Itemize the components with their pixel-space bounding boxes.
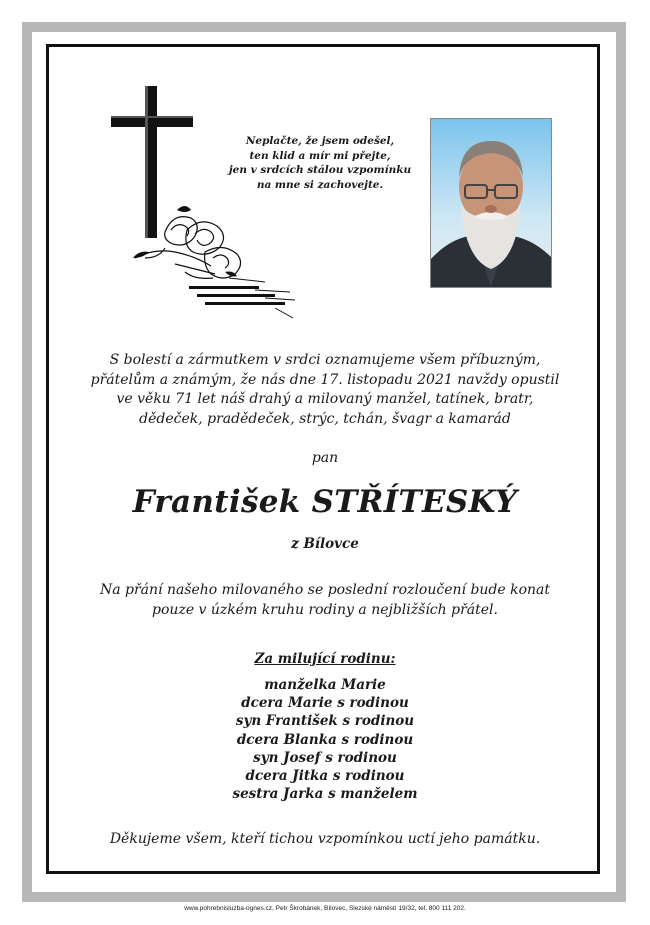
farewell-line: Na přání našeho milovaného se poslední rozloučení bude konat bbox=[99, 582, 551, 598]
poem-line: na mne si zachovejte. bbox=[256, 178, 384, 191]
memorial-poem bbox=[225, 134, 415, 192]
family-heading-text: Za milující rodinu: bbox=[254, 651, 396, 667]
poem-line: ten klid a mír mi přejte, bbox=[249, 149, 391, 162]
funeral-service-footer: www.pohrebnisluzba-ognes.cz, Petr Škrobánek, Bílovec, Slezské náměstí 19/32, tel. 800 111 202. bbox=[184, 905, 466, 912]
announcement-line: dědeček, pradědeček, strýc, tchán, švagr a kamarád bbox=[139, 410, 511, 427]
family-member: syn Josef s rodinou bbox=[253, 749, 397, 766]
thanks-text: Děkujeme všem, kteří tichou vzpomínkou uctí jeho památku. bbox=[109, 831, 541, 847]
salutation: pan bbox=[311, 450, 339, 466]
announcement-line: ve věku 71 let náš drahý a milovaný manžel, tatínek, bratr, bbox=[116, 391, 534, 407]
family-member: dcera Blanka s rodinou bbox=[236, 731, 414, 748]
cross-with-roses-icon bbox=[105, 82, 300, 322]
farewell-line: pouze v úzkém kruhu rodiny a nejbližších přátel. bbox=[152, 602, 498, 618]
family-member: sestra Jarka s manželem bbox=[232, 786, 418, 803]
farewell-text bbox=[50, 580, 600, 620]
poem-line: Neplačte, že jsem odešel, bbox=[245, 135, 395, 147]
family-list bbox=[50, 676, 600, 803]
family-heading bbox=[50, 651, 600, 667]
deceased-name: František STŘÍTESKÝ bbox=[132, 484, 518, 520]
announcement-line: přátelům a známým, že nás dne 17. listopadu 2021 navždy opustil bbox=[90, 371, 560, 388]
portrait-photo bbox=[430, 118, 552, 288]
family-member: manželka Marie bbox=[264, 677, 386, 693]
announcement-text bbox=[50, 351, 600, 429]
family-member: syn František s rodinou bbox=[235, 713, 415, 730]
family-member: dcera Marie s rodinou bbox=[241, 695, 409, 712]
deceased-origin: z Bílovce bbox=[291, 536, 359, 552]
family-member: dcera Jitka s rodinou bbox=[245, 768, 405, 785]
announcement-line: S bolestí a zármutkem v srdci oznamujeme všem příbuzným, bbox=[109, 352, 541, 368]
poem-line: jen v srdcích stálou vzpomínku bbox=[228, 164, 412, 176]
